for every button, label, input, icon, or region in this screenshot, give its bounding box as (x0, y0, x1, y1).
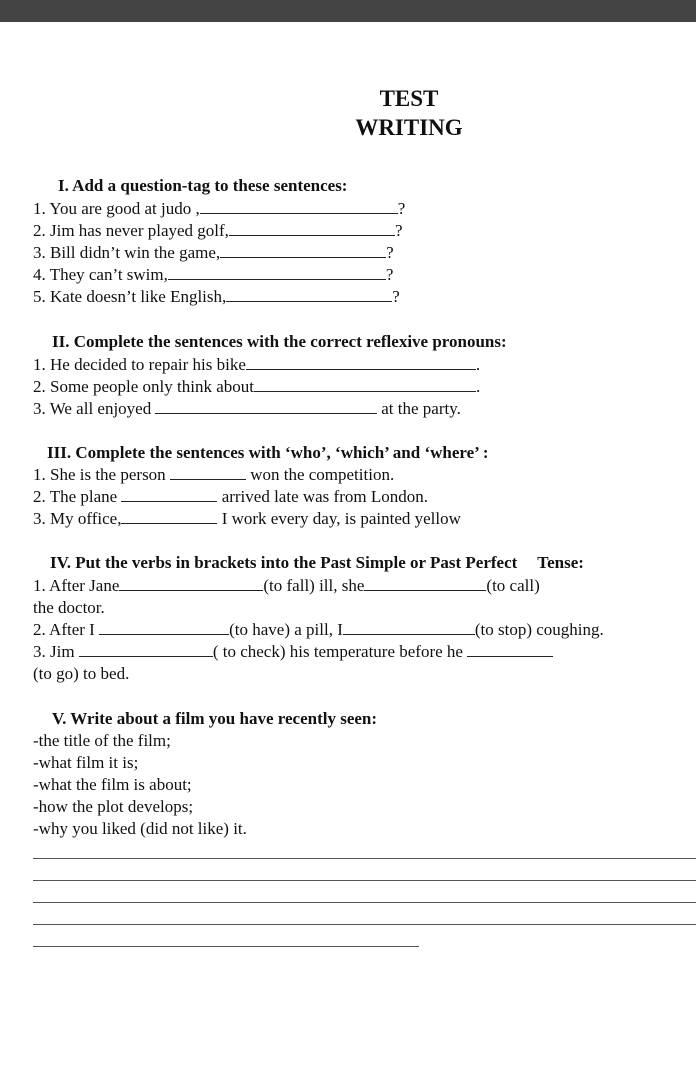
answer-blank[interactable] (226, 287, 392, 302)
answer-blank[interactable] (229, 221, 395, 236)
reflexive-item-3: 3. We all enjoyed at the party. (33, 399, 461, 418)
answer-blank[interactable] (170, 465, 246, 480)
reflexive-item-1: 1. He decided to repair his bike . (33, 355, 481, 374)
verb-item-3-cont: (to go) to bed. (33, 664, 130, 683)
section-4-heading: IV. Put the verbs in brackets into the Past Simple or Past Perfect Tense: (50, 553, 584, 572)
writing-line[interactable] (33, 858, 696, 859)
question-tag-item-3: 3. Bill didn’t win the game, ? (33, 243, 394, 262)
question-tag-item-1: 1. You are good at judo , ? (33, 199, 406, 218)
question-tag-item-5: 5. Kate doesn’t like English, ? (33, 287, 400, 306)
page-title: TEST (379, 86, 439, 111)
answer-blank[interactable] (200, 199, 398, 214)
relative-item-1: 1. She is the person won the competition. (33, 465, 395, 484)
answer-blank[interactable] (254, 377, 476, 392)
answer-blank[interactable] (121, 509, 217, 524)
verb-item-3: 3. Jim ( to check) his temperature before he (33, 642, 553, 662)
writing-line[interactable] (33, 902, 696, 903)
answer-blank[interactable] (99, 620, 229, 635)
section-1-heading: I. Add a question-tag to these sentences: (58, 176, 348, 195)
answer-blank[interactable] (364, 576, 486, 591)
question-tag-item-2: 2. Jim has never played golf, ? (33, 221, 403, 240)
writing-prompt-2: -what film it is; (33, 753, 139, 772)
question-tag-item-4: 4. They can’t swim, ? (33, 265, 394, 284)
section-5-heading: V. Write about a film you have recently seen: (52, 709, 378, 728)
writing-line[interactable] (33, 924, 696, 925)
answer-blank[interactable] (79, 642, 213, 657)
writing-line[interactable] (33, 946, 419, 947)
answer-blank[interactable] (121, 487, 217, 502)
verb-item-1-cont: the doctor. (33, 598, 105, 617)
section-2-heading: II. Complete the sentences with the correct reflexive pronouns: (52, 332, 507, 351)
verb-item-1: 1. After Jane (to fall) ill, she (to call) (33, 576, 540, 595)
answer-blank[interactable] (343, 620, 475, 635)
writing-prompt-4: -how the plot develops; (33, 797, 194, 816)
page-subtitle: WRITING (355, 115, 463, 140)
worksheet-page (0, 22, 696, 1072)
relative-item-3: 3. My office, I work every day, is painted yellow (33, 509, 461, 528)
answer-blank[interactable] (155, 399, 377, 414)
answer-blank[interactable] (220, 243, 386, 258)
writing-prompt-5: -why you liked (did not like) it. (33, 819, 247, 838)
verb-item-2: 2. After I (to have) a pill, I (to stop) coughing. (33, 620, 604, 639)
writing-prompt-3: -what the film is about; (33, 775, 192, 794)
answer-blank[interactable] (246, 355, 476, 370)
answer-blank[interactable] (119, 576, 263, 591)
answer-blank[interactable] (168, 265, 386, 280)
writing-line[interactable] (33, 880, 696, 881)
top-bar (0, 0, 696, 22)
writing-prompt-1: -the title of the film; (33, 731, 171, 750)
section-3-heading: III. Complete the sentences with ‘who’, ‘which’ and ‘where’ : (47, 443, 489, 462)
relative-item-2: 2. The plane arrived late was from London. (33, 487, 428, 506)
answer-blank[interactable] (467, 642, 553, 657)
reflexive-item-2: 2. Some people only think about . (33, 377, 481, 396)
